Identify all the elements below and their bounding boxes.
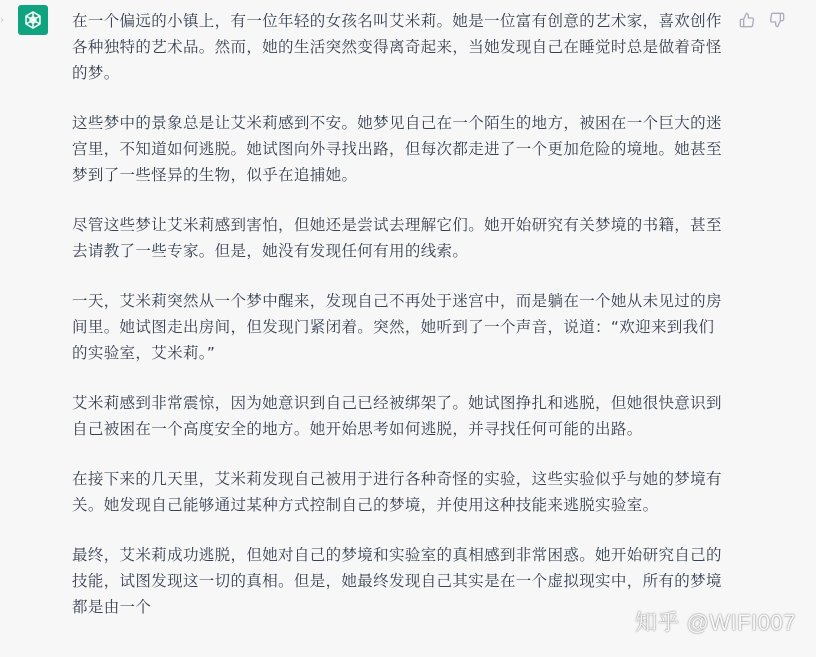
assistant-message — [72, 8, 722, 644]
message-paragraph: 这些梦中的景象总是让艾米莉感到不安。她梦见自己在一个陌生的地方，被困在一个巨大的迷宫里，不知道如何逃脱。她试图向外寻找出路，但每次都走进了一个更加危险的境地。她甚至梦到了一些怪异的生物，似乎在追捕她。 — [72, 114, 722, 184]
message-paragraph: 一天，艾米莉突然从一个梦中醒来，发现自己不再处于迷宫中，而是躺在一个她从未见过的房间里。她试图走出房间，但发现门紧闭着。突然，她听到了一个声音，说道：“欢迎来到我们的实验室，艾米莉。” — [72, 292, 722, 362]
message-paragraph: 在接下来的几天里，艾米莉发现自己被用于进行各种奇怪的实验，这些实验似乎与她的梦境有关。她发现自己能够通过某种方式控制自己的梦境，并使用这种技能来逃脱实验室。 — [72, 470, 722, 514]
message-paragraph: 艾米莉感到非常震惊，因为她意识到自己已经被绑架了。她试图挣扎和逃脱，但她很快意识到自己被困在一个高度安全的地方。她开始思考如何逃脱，并寻找任何可能的出路。 — [72, 394, 722, 438]
message-paragraph: 在一个偏远的小镇上，有一位年轻的女孩名叫艾米莉。她是一位富有创意的艺术家，喜欢创作各种独特的艺术品。然而，她的生活突然变得离奇起来，当她发现自己在睡觉时总是做着奇怪的梦。 — [72, 12, 722, 82]
thumbs-up-button[interactable] — [738, 11, 756, 29]
message-paragraph: 尽管这些梦让艾米莉感到害怕，但她还是尝试去理解它们。她开始研究有关梦境的书籍，甚至去请教了一些专家。但是，她没有发现任何有用的线索。 — [72, 216, 722, 260]
thumbs-down-icon — [769, 12, 785, 28]
thumbs-down-button[interactable] — [768, 11, 786, 29]
message-paragraph: 最终，艾米莉成功逃脱，但她对自己的梦境和实验室的真相感到非常困惑。她开始研究自己的技能，试图发现这一切的真相。但是，她最终发现自己其实是在一个虚拟现实中，所有的梦境都是由一个 — [72, 546, 722, 616]
openai-logo-icon — [22, 9, 44, 31]
thumbs-up-icon — [739, 12, 755, 28]
zhihu-watermark: 知乎 @WIFI007 — [634, 610, 796, 635]
left-chevron-icon: › — [0, 15, 4, 26]
assistant-avatar — [18, 5, 48, 35]
feedback-controls — [738, 11, 786, 29]
